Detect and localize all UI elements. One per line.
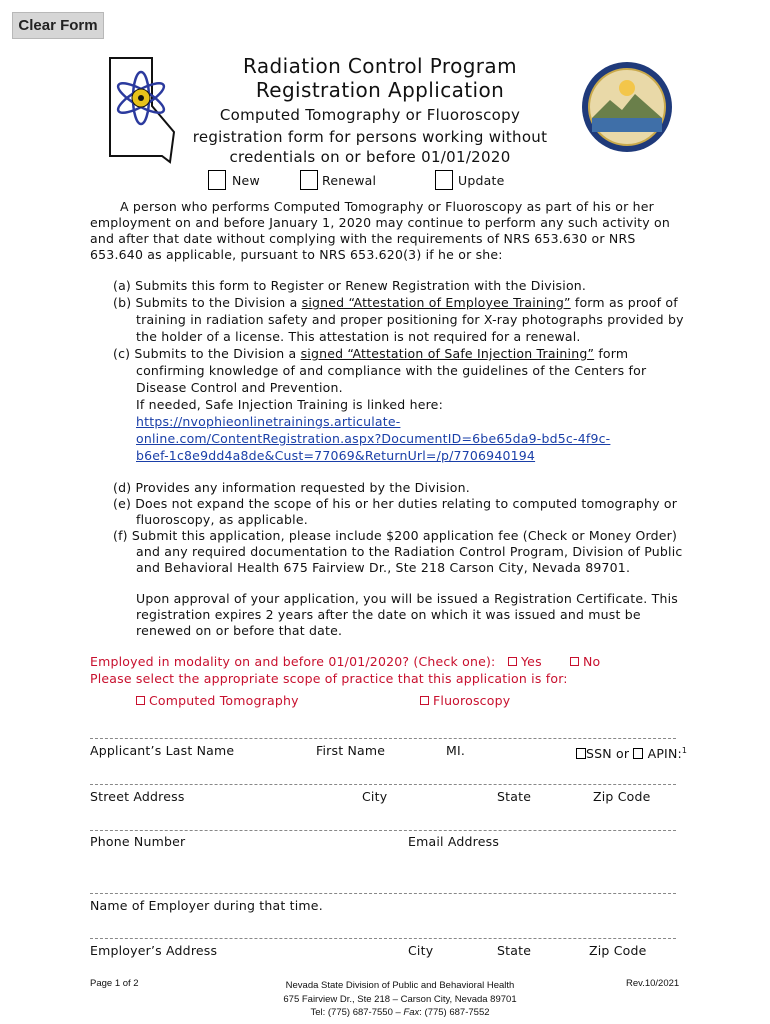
city-label: City (362, 789, 388, 804)
scope-prompt: Please select the appropriate scope of practice that this application is for: (90, 671, 568, 686)
footer-fax-label: Fax (403, 1007, 420, 1018)
mi-label: MI. (446, 743, 466, 758)
email-address-label: Email Address (408, 834, 500, 849)
form-subtitle-line3: credentials on or before 01/01/2020 (229, 148, 511, 166)
training-url-line3[interactable]: b6ef-1c8e9dd4a8de&Cust=77069&ReturnUrl=/p/7706940194 (136, 448, 536, 463)
intro-line: and after that date without complying with the requirements of NRS 653.630 or NRS (90, 231, 636, 246)
form-subtitle-line1: Computed Tomography or Fluoroscopy (219, 106, 521, 124)
approval-line: Upon approval of your application, you will be issued a Registration Certificate. This (136, 591, 678, 606)
item-f: (f) Submit this application, please include $200 application fee (Check or Money Order) (113, 528, 678, 543)
item-c-line4: If needed, Safe Injection Training is linked here: (136, 397, 443, 412)
revision-date: Rev.10/2021 (626, 978, 680, 989)
item-c (113, 346, 628, 363)
safe-injection-training-link[interactable]: signed “Attestation of Safe Injection Training” (300, 346, 595, 361)
item-a: (a) Submits this form to Register or Renew Registration with the Division. (113, 278, 587, 293)
yes-label: Yes (521, 654, 542, 669)
item-c-text-end: form (594, 346, 629, 361)
item-d: (d) Provides any information requested by the Division. (113, 480, 470, 495)
no-checkbox[interactable] (570, 657, 579, 666)
first-name-label: First Name (316, 743, 386, 758)
fluoro-checkbox[interactable] (420, 696, 429, 705)
ct-option[interactable] (136, 693, 299, 710)
clear-form-button[interactable]: Clear Form (12, 12, 104, 39)
employer-name-label: Name of Employer during that time. (90, 898, 323, 913)
update-checkbox[interactable] (435, 170, 453, 190)
training-url-line2[interactable]: online.com/ContentRegistration.aspx?DocumentID=6be65da9-bd5c-4f9c- (136, 431, 611, 446)
yes-checkbox[interactable] (508, 657, 517, 666)
ssn-checkbox[interactable] (576, 748, 586, 759)
employer-name-field[interactable] (90, 893, 676, 894)
employer-address-field[interactable] (90, 938, 676, 939)
ct-label: Computed Tomography (149, 693, 299, 708)
item-b-text-end: form as proof of (570, 295, 678, 310)
applicant-name-field[interactable] (90, 738, 676, 739)
fluoro-option[interactable] (420, 693, 510, 710)
fluoro-label: Fluoroscopy (433, 693, 511, 708)
item-c-text: (c) Submits to the Division a (113, 346, 301, 361)
footer-fax: : (775) 687-7552 (419, 1007, 490, 1018)
item-f-line3: and Behavioral Health 675 Fairview Dr., Ste 218 Carson City, Nevada 89701. (136, 560, 631, 575)
no-label: No (583, 654, 601, 669)
approval-line: renewed on or before that date. (136, 623, 343, 638)
item-e-line2: fluoroscopy, as applicable. (136, 512, 308, 527)
phone-number-label: Phone Number (90, 834, 186, 849)
item-f-line2: and any required documentation to the Radiation Control Program, Division of Public (136, 544, 683, 559)
employment-question: Employed in modality on and before 01/01/2020? (Check one): (90, 654, 496, 669)
yes-option[interactable] (508, 654, 542, 671)
item-b-text: (b) Submits to the Division a (113, 295, 302, 310)
form-title-line1: Radiation Control Program (243, 54, 517, 78)
no-option[interactable] (570, 654, 600, 671)
update-label: Update (458, 173, 505, 188)
state-label: State (497, 789, 532, 804)
zip-code-label: Zip Code (593, 789, 651, 804)
footer-agency: Nevada State Division of Public and Behavioral Health (285, 980, 515, 991)
renewal-label: Renewal (322, 173, 377, 188)
ct-checkbox[interactable] (136, 696, 145, 705)
item-c-line2: confirming knowledge of and compliance with the guidelines of the Centers for (136, 363, 647, 378)
apin-footnote-mark: 1 (681, 746, 688, 755)
last-name-label: Applicant’s Last Name (90, 743, 235, 758)
item-c-line3: Disease Control and Prevention. (136, 380, 343, 395)
state-seal-logo (580, 60, 674, 154)
footer-address: 675 Fairview Dr., Ste 218 – Carson City, Nevada 89701 (283, 994, 517, 1005)
ssn-label: SSN or (586, 746, 630, 762)
approval-line: registration expires 2 years after the date on which it was issued and must be (136, 607, 641, 622)
form-subtitle-line2: registration form for persons working without (192, 128, 548, 146)
item-e: (e) Does not expand the scope of his or her duties relating to computed tomography or (113, 496, 678, 511)
intro-line: 653.640 as applicable, pursuant to NRS 653.620(3) if he or she: (90, 247, 503, 262)
apin-label: APIN: (647, 746, 682, 762)
street-address-label: Street Address (90, 789, 185, 804)
training-url-line1[interactable]: https://nvophieonlinetrainings.articulate- (136, 414, 401, 429)
new-label: New (232, 173, 260, 188)
form-title-line2: Registration Application (255, 78, 505, 102)
ssn-apin-label (576, 743, 687, 763)
item-b-line3: the holder of a license. This attestation is not required for a renewal. (136, 329, 581, 344)
employer-city-label: City (408, 943, 434, 958)
employer-state-label: State (497, 943, 532, 958)
phone-email-field[interactable] (90, 830, 676, 831)
employer-zip-label: Zip Code (589, 943, 647, 958)
new-checkbox[interactable] (208, 170, 226, 190)
employee-training-link[interactable]: signed “Attestation of Employee Training” (301, 295, 571, 310)
intro-line: A person who performs Computed Tomography or Fluoroscopy as part of his or her (120, 199, 654, 214)
apin-checkbox[interactable] (633, 748, 643, 759)
employer-address-label: Employer’s Address (90, 943, 218, 958)
item-b (113, 295, 678, 312)
renewal-checkbox[interactable] (300, 170, 318, 190)
page-number: Page 1 of 2 (90, 978, 139, 989)
footer-phone (200, 1006, 600, 1020)
intro-line: employment on and before January 1, 2020 may continue to perform any such activity on (90, 215, 670, 230)
item-b-line2: training in radiation safety and proper positioning for X-ray photographs provided by (136, 312, 684, 327)
street-address-field[interactable] (90, 784, 676, 785)
footer-tel: Tel: (775) 687-7550 – (310, 1007, 404, 1018)
